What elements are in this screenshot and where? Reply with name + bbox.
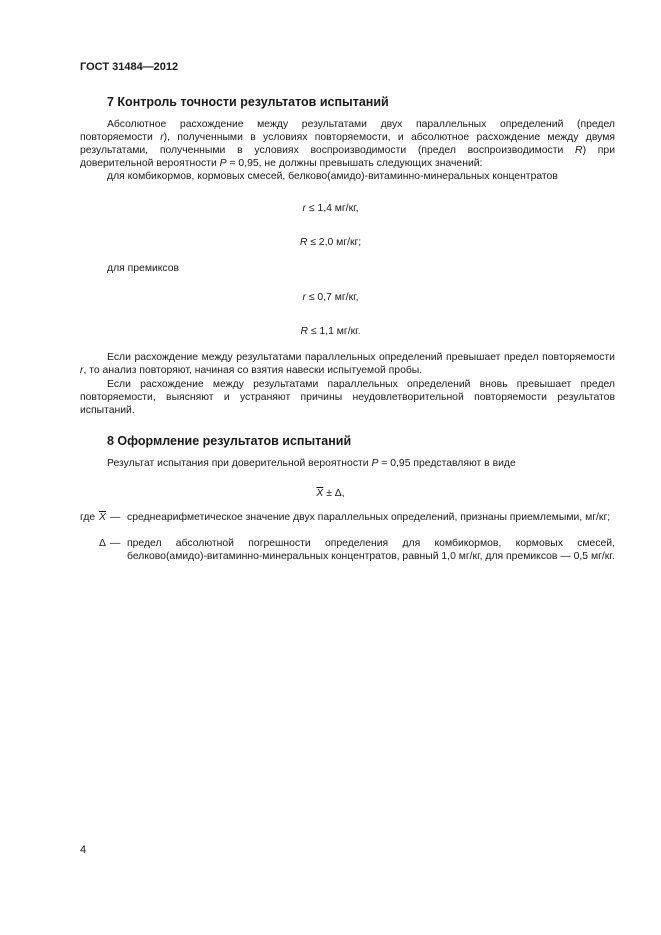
where-label: где [80, 512, 96, 523]
mean-symbol: $\overline{X}$ [99, 512, 106, 523]
formula-r-premix: r ≤ 0,7 мг/кг, [302, 292, 359, 303]
result-formula: $\overline{X} \pm \Delta$, [316, 488, 345, 499]
section-7-paragraph-3: Если расхождение между результатами параллельных определений вновь превышает предел повторяемости, выясняют и устраняют причины неудовлетворительной повторяемости результатов испытаний. [80, 379, 615, 416]
feed-applicability-line: для комбикормов, кормовых смесей, белково(амидо)-витаминно-минеральных концентратов [107, 171, 558, 182]
section-7-title: 7 Контроль точности результатов испытаний [107, 95, 389, 109]
mean-definition: среднеарифметическое значение двух параллельных определений, признаны приемлемыми, мг/кг; [127, 512, 611, 523]
delta-dash: — [110, 538, 121, 549]
document-header: ГОСТ 31484—2012 [80, 61, 179, 73]
delta-symbol: Δ [99, 538, 106, 549]
section-7-paragraph-2: Если расхождение между результатами параллельных определений превышает предел повторяемости r, то анализ повторяют, начиная со взятия навески испытуемой пробы. [80, 352, 615, 376]
mean-dash: — [110, 512, 121, 523]
section-8-intro: Результат испытания при доверительной вероятности P = 0,95 представляют в виде [107, 458, 516, 469]
section-7-paragraph-1: Абсолютное расхождение между результатами двух параллельных определений (предел повторяемости r), полученными в условиях повторяемости, и абсолютное расхождение между двумя результатами, полученными в условиях воспроизводимости (предел воспроизводимости R) при доверительной вероятности P = 0,95, не должны превышать следующих значений: [80, 119, 615, 169]
formula-R-premix: R ≤ 1,1 мг/кг. [300, 326, 361, 337]
page-number: 4 [80, 844, 87, 856]
formula-r-feed: r ≤ 1,4 мг/кг, [302, 203, 359, 214]
section-8-title: 8 Оформление результатов испытаний [107, 434, 352, 448]
formula-R-feed: R ≤ 2,0 мг/кг; [299, 237, 362, 248]
premix-applicability-line: для премиксов [107, 263, 180, 274]
delta-definition: предел абсолютной погрешности определения для комбикормов, кормовых смесей, белково(амидо)-витаминно-минеральных концентратов, равный 1,0 мг/кг, для премиксов — 0,5 мг/кг. [127, 538, 615, 562]
